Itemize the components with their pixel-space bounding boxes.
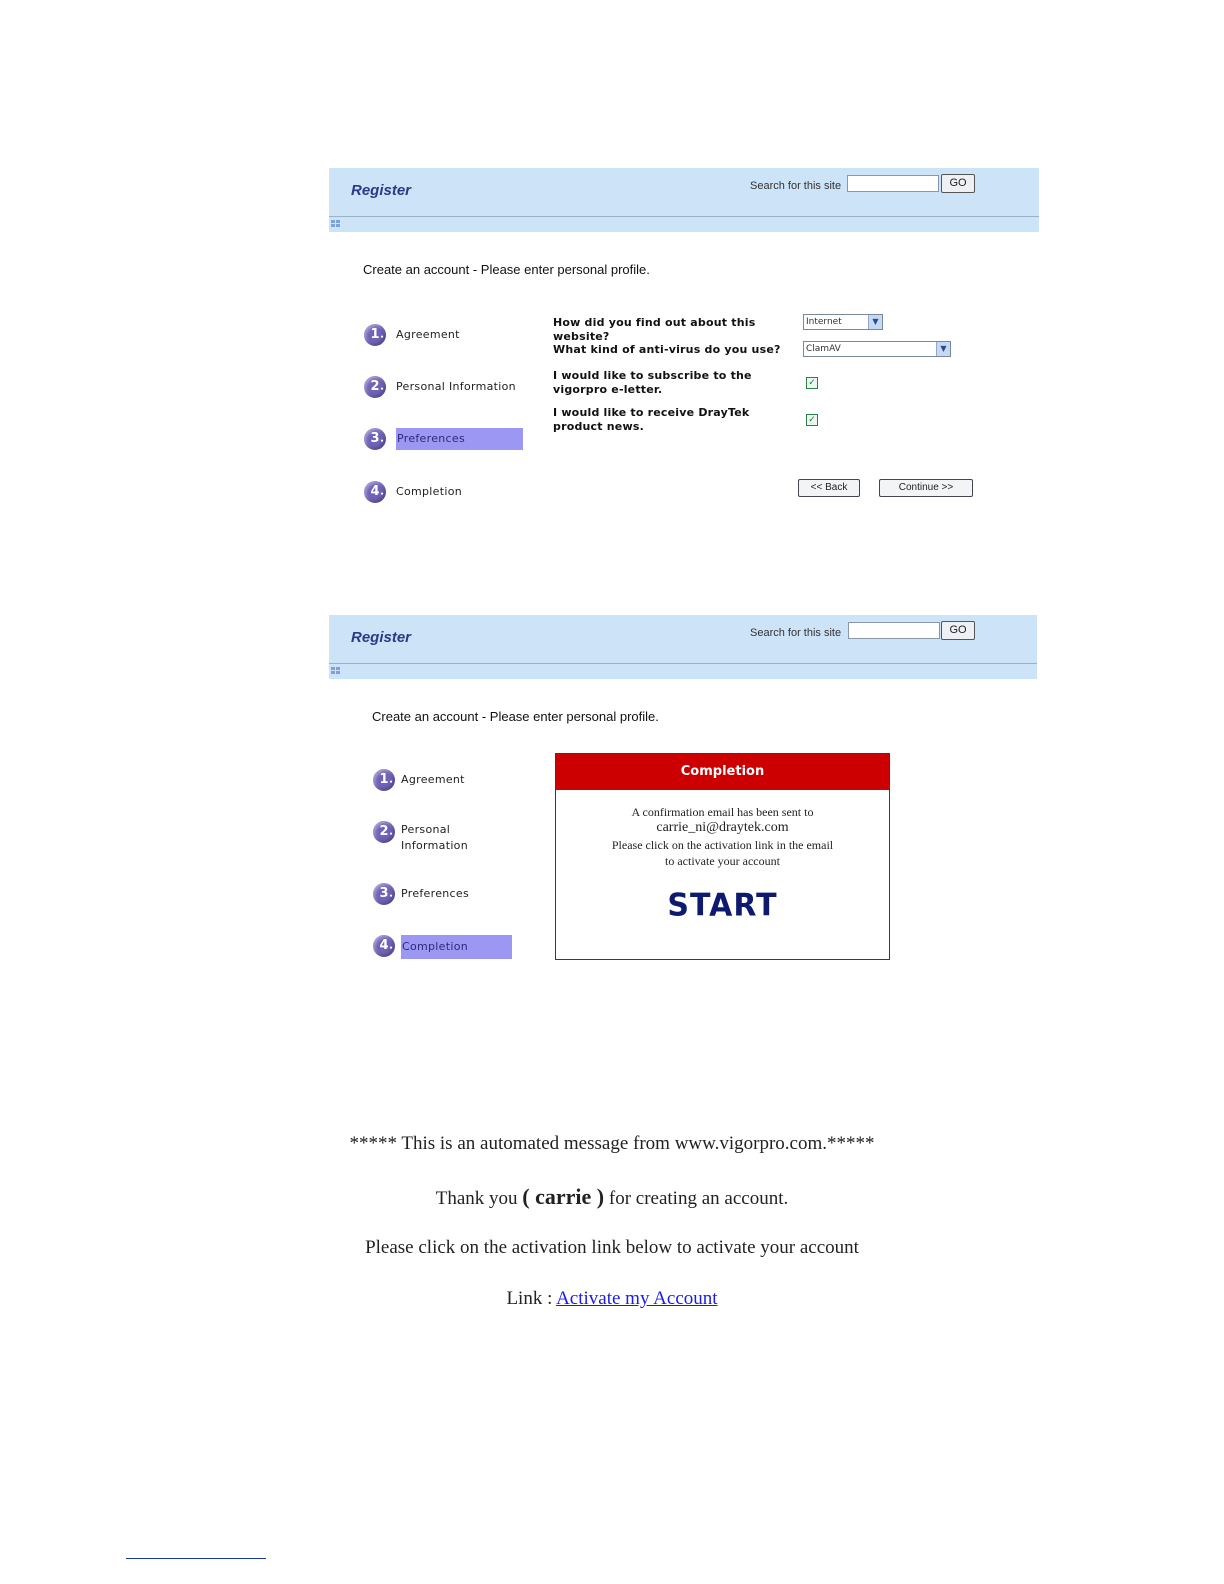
- subscribe-eletter-checkbox[interactable]: ✓: [806, 377, 818, 389]
- search-input[interactable]: [848, 622, 940, 639]
- header-bar: [329, 168, 1039, 217]
- step-2-icon: 2 •: [364, 376, 386, 398]
- go-button[interactable]: GO: [941, 621, 975, 640]
- completion-heading: Completion: [556, 754, 889, 790]
- step-agreement[interactable]: [364, 324, 524, 348]
- confirmation-email: carrie_ni@draytek.com: [656, 820, 789, 835]
- step-label-line2: Information: [401, 839, 468, 852]
- step-label: Preferences: [401, 887, 469, 900]
- step-label-active: Completion: [401, 935, 512, 959]
- product-news-checkbox[interactable]: ✓: [806, 414, 818, 426]
- step-personal-information[interactable]: [364, 376, 524, 400]
- question-product-news: I would like to receive DrayTek product news.: [553, 406, 750, 433]
- step-personal-information[interactable]: [373, 821, 513, 855]
- step-label: Personal Information: [396, 380, 516, 393]
- found-website-select[interactable]: Internet ▼: [803, 314, 883, 330]
- page-lead-text: Create an account - Please enter personal profile.: [363, 262, 650, 277]
- step-label-active: Preferences: [396, 428, 523, 450]
- step-label: Agreement: [396, 328, 460, 341]
- activation-instruction: Please click on the activation link below to activate your account: [365, 1237, 859, 1258]
- sub-bar: [329, 664, 1037, 679]
- completion-box: [555, 753, 890, 960]
- step-label: Completion: [396, 485, 463, 498]
- chevron-down-icon: ▼: [868, 315, 882, 329]
- chevron-down-icon: ▼: [936, 342, 950, 356]
- step-agreement[interactable]: [373, 769, 513, 793]
- step-label-line1: Personal: [401, 823, 451, 836]
- step-2-icon: 2 •: [373, 821, 395, 843]
- step-preferences[interactable]: [364, 428, 524, 452]
- anti-virus-select[interactable]: ClamAV ▼: [803, 341, 951, 357]
- activation-instruction-line2: to activate your account: [665, 854, 780, 868]
- search-label: Search for this site: [750, 627, 842, 639]
- step-completion[interactable]: [373, 935, 513, 959]
- continue-button[interactable]: Continue >>: [879, 479, 973, 497]
- footnote-divider: [126, 1558, 266, 1559]
- header-bar: [329, 615, 1037, 664]
- page-title: Register: [351, 629, 412, 646]
- thank-you-line: [0, 1184, 1224, 1210]
- confirmation-line: A confirmation email has been sent to: [631, 805, 814, 819]
- grid-icon: [331, 220, 340, 228]
- page-lead-text: Create an account - Please enter personal profile.: [372, 709, 659, 724]
- step-4-icon: 4 •: [364, 481, 386, 503]
- grid-icon: [331, 667, 340, 675]
- step-1-icon: 1 •: [373, 769, 395, 791]
- search-input[interactable]: [847, 175, 939, 192]
- thanks-prefix: Thank you: [435, 1188, 518, 1209]
- step-preferences[interactable]: [373, 883, 513, 907]
- question-found-website: How did you find out about this website?: [553, 316, 756, 343]
- activation-instruction-line: Please click on the activation link in the email: [611, 838, 834, 852]
- account-name: ( carrie ): [522, 1184, 605, 1209]
- step-3-icon: 3 •: [373, 883, 395, 905]
- sub-bar: [329, 217, 1039, 232]
- step-4-icon: 4 •: [373, 935, 395, 957]
- link-prefix: Link :: [506, 1288, 553, 1309]
- automated-message-line: ***** This is an automated message from www.vigorpro.com.*****: [349, 1133, 875, 1154]
- thanks-suffix: for creating an account.: [608, 1188, 789, 1209]
- question-subscribe-eletter: I would like to subscribe to the vigorpro e-letter.: [553, 369, 752, 396]
- search-label: Search for this site: [750, 180, 842, 192]
- step-1-icon: 1 •: [364, 324, 386, 346]
- activation-link-line: [0, 1288, 1224, 1310]
- step-label: Agreement: [401, 773, 465, 786]
- go-button[interactable]: GO: [941, 174, 975, 193]
- back-button[interactable]: << Back: [798, 479, 860, 497]
- page-title: Register: [351, 182, 412, 199]
- question-anti-virus: What kind of anti-virus do you use?: [553, 343, 781, 356]
- start-button[interactable]: START: [667, 887, 778, 924]
- step-completion[interactable]: [364, 481, 524, 505]
- activate-account-link[interactable]: Activate my Account: [556, 1288, 718, 1309]
- step-3-icon: 3 •: [364, 428, 386, 450]
